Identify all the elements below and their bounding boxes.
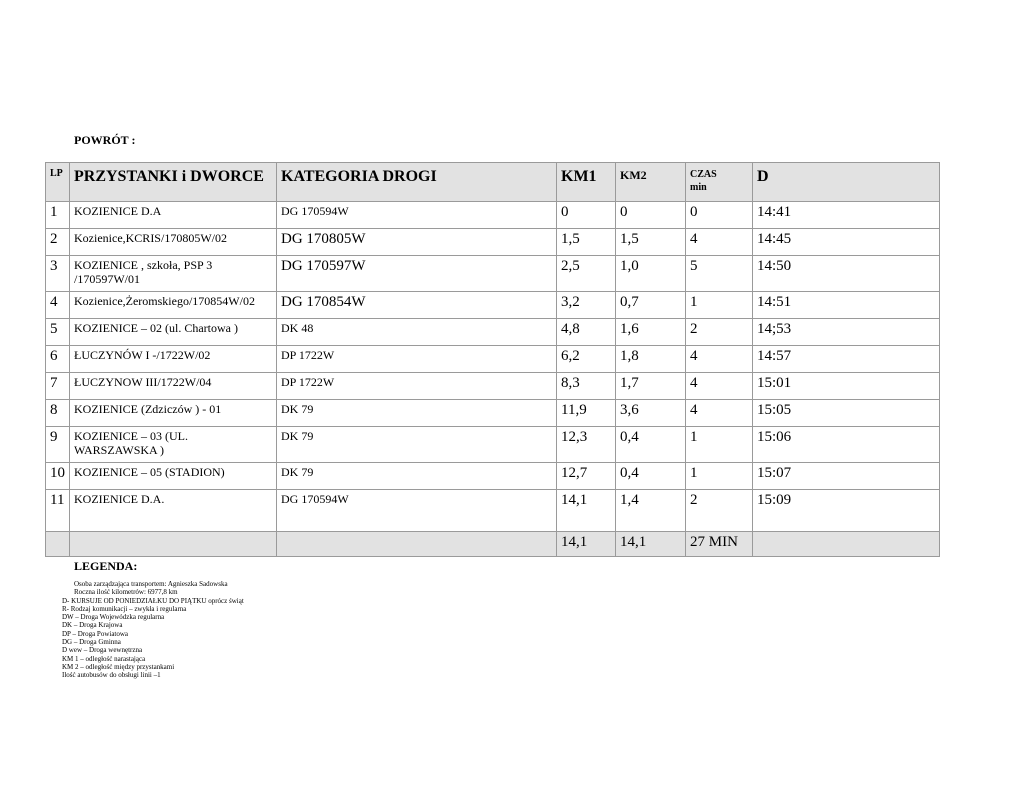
row-czas: 4 [686, 229, 753, 256]
row-lp: 9 [46, 427, 70, 463]
row-km1: 1,5 [557, 229, 616, 256]
row-km2: 1,6 [616, 319, 686, 346]
row-road-category: DK 48 [277, 319, 557, 346]
row-lp: 3 [46, 256, 70, 292]
header-km2: KM2 [616, 163, 686, 202]
totals-empty-stops [70, 532, 277, 557]
row-departure-time: 14:41 [753, 202, 940, 229]
header-road-category: KATEGORIA DROGI [277, 163, 557, 202]
row-km2: 1,8 [616, 346, 686, 373]
row-km1: 8,3 [557, 373, 616, 400]
table-row [46, 427, 940, 463]
table-row [46, 400, 940, 427]
legend-line: Osoba zarządzająca transportem: Agnieszka Sadowska [74, 580, 228, 588]
table-row [46, 229, 940, 256]
row-km1: 12,3 [557, 427, 616, 463]
row-road-category: DG 170597W [277, 256, 557, 292]
row-departure-time: 14:45 [753, 229, 940, 256]
row-road-category: DK 79 [277, 463, 557, 490]
row-departure-time: 15:06 [753, 427, 940, 463]
row-stop-name: KOZIENICE D.A [70, 202, 277, 229]
row-stop-name: ŁUCZYNOW III/1722W/04 [70, 373, 277, 400]
header-stops: PRZYSTANKI i DWORCE [70, 163, 277, 202]
row-lp: 7 [46, 373, 70, 400]
table-header-row [46, 163, 940, 202]
total-km2: 14,1 [616, 532, 686, 557]
row-road-category: DK 79 [277, 427, 557, 463]
legend-line: Roczna ilość kilometrów: 6977,8 km [74, 588, 178, 597]
header-czas-bottom: min [690, 182, 707, 193]
table-row [46, 490, 940, 532]
row-czas: 2 [686, 490, 753, 532]
totals-row [46, 532, 940, 557]
legend-line: KM 2 – odległość między przystankami [62, 662, 175, 671]
row-km1: 12,7 [557, 463, 616, 490]
row-czas: 4 [686, 400, 753, 427]
row-departure-time: 15:05 [753, 400, 940, 427]
legend-line: D- KURSUJE OD PONIEDZIAŁKU DO PIĄTKU oprócz świąt [62, 596, 244, 605]
totals-empty-d [753, 532, 940, 557]
header-lp: LP [46, 163, 70, 202]
row-stop-name: KOZIENICE , szkoła, PSP 3 /170597W/01 [70, 256, 277, 292]
row-stop-name: ŁUCZYNÓW I -/1722W/02 [70, 346, 277, 373]
row-km2: 3,6 [616, 400, 686, 427]
legend-line: DW – Droga Wojewódzka regularna [62, 613, 165, 622]
row-km1: 4,8 [557, 319, 616, 346]
row-stop-name: KOZIENICE D.A. [70, 490, 277, 532]
legend-line: Ilość autobusów do obsługi linii –1 [62, 671, 161, 680]
row-lp: 10 [46, 463, 70, 490]
row-km2: 1,7 [616, 373, 686, 400]
table-row [46, 373, 940, 400]
row-road-category: DG 170805W [277, 229, 557, 256]
table-row [46, 463, 940, 490]
header-czas [686, 163, 753, 202]
table-row [46, 346, 940, 373]
row-stop-name: KOZIENICE – 03 (UL. WARSZAWSKA ) [70, 427, 277, 463]
row-lp: 6 [46, 346, 70, 373]
row-km2: 0,7 [616, 292, 686, 319]
totals-empty-lp [46, 532, 70, 557]
row-departure-time: 15:09 [753, 490, 940, 532]
row-czas: 1 [686, 292, 753, 319]
row-km1: 11,9 [557, 400, 616, 427]
row-lp: 11 [46, 490, 70, 532]
row-departure-time: 15:01 [753, 373, 940, 400]
row-road-category: DG 170854W [277, 292, 557, 319]
row-czas: 2 [686, 319, 753, 346]
row-lp: 8 [46, 400, 70, 427]
header-km1: KM1 [557, 163, 616, 202]
row-lp: 1 [46, 202, 70, 229]
row-czas: 1 [686, 427, 753, 463]
row-km1: 0 [557, 202, 616, 229]
row-km2: 0,4 [616, 427, 686, 463]
row-departure-time: 14:51 [753, 292, 940, 319]
total-czas: 27 MIN [686, 532, 753, 557]
row-stop-name: KOZIENICE – 02 (ul. Chartowa ) [70, 319, 277, 346]
legend-line: DK – Droga Krajowa [62, 621, 123, 630]
row-departure-time: 14:50 [753, 256, 940, 292]
legend-title: LEGENDA: [74, 559, 138, 573]
legend-line: R- Rodzaj komunikacji – zwykła i regularna [62, 604, 187, 613]
row-km1: 14,1 [557, 490, 616, 532]
row-km2: 0 [616, 202, 686, 229]
row-road-category: DG 170594W [277, 202, 557, 229]
row-stop-name: KOZIENICE (Zdziczów ) - 01 [70, 400, 277, 427]
table-row [46, 319, 940, 346]
row-departure-time: 15:07 [753, 463, 940, 490]
legend-line: KM 1 – odległość narastająca [62, 654, 146, 663]
section-title: POWRÓT : [74, 133, 136, 147]
row-road-category: DK 79 [277, 400, 557, 427]
legend [62, 580, 244, 680]
table-row [46, 292, 940, 319]
row-road-category: DP 1722W [277, 373, 557, 400]
row-departure-time: 14;53 [753, 319, 940, 346]
row-km1: 6,2 [557, 346, 616, 373]
row-czas: 4 [686, 346, 753, 373]
legend-line: DP – Droga Powiatowa [62, 629, 129, 638]
row-road-category: DP 1722W [277, 346, 557, 373]
row-czas: 0 [686, 202, 753, 229]
header-d: D [753, 163, 940, 202]
row-czas: 4 [686, 373, 753, 400]
row-czas: 1 [686, 463, 753, 490]
row-km1: 3,2 [557, 292, 616, 319]
row-km2: 1,5 [616, 229, 686, 256]
legend-line: D wew – Droga wewnętrzna [62, 646, 143, 655]
row-road-category: DG 170594W [277, 490, 557, 532]
row-lp: 4 [46, 292, 70, 319]
table-row [46, 256, 940, 292]
row-stop-name: Kozienice,Żeromskiego/170854W/02 [70, 292, 277, 319]
row-km1: 2,5 [557, 256, 616, 292]
row-stop-name: KOZIENICE – 05 (STADION) [70, 463, 277, 490]
total-km1: 14,1 [557, 532, 616, 557]
totals-empty-road [277, 532, 557, 557]
row-lp: 2 [46, 229, 70, 256]
row-km2: 1,0 [616, 256, 686, 292]
row-km2: 0,4 [616, 463, 686, 490]
row-departure-time: 14:57 [753, 346, 940, 373]
row-lp: 5 [46, 319, 70, 346]
row-stop-name: Kozienice,KCRIS/170805W/02 [70, 229, 277, 256]
row-km2: 1,4 [616, 490, 686, 532]
header-czas-top: CZAS [690, 169, 717, 180]
table-row [46, 202, 940, 229]
schedule-table [45, 162, 940, 557]
row-czas: 5 [686, 256, 753, 292]
legend-line: DG – Droga Gminna [62, 638, 121, 647]
